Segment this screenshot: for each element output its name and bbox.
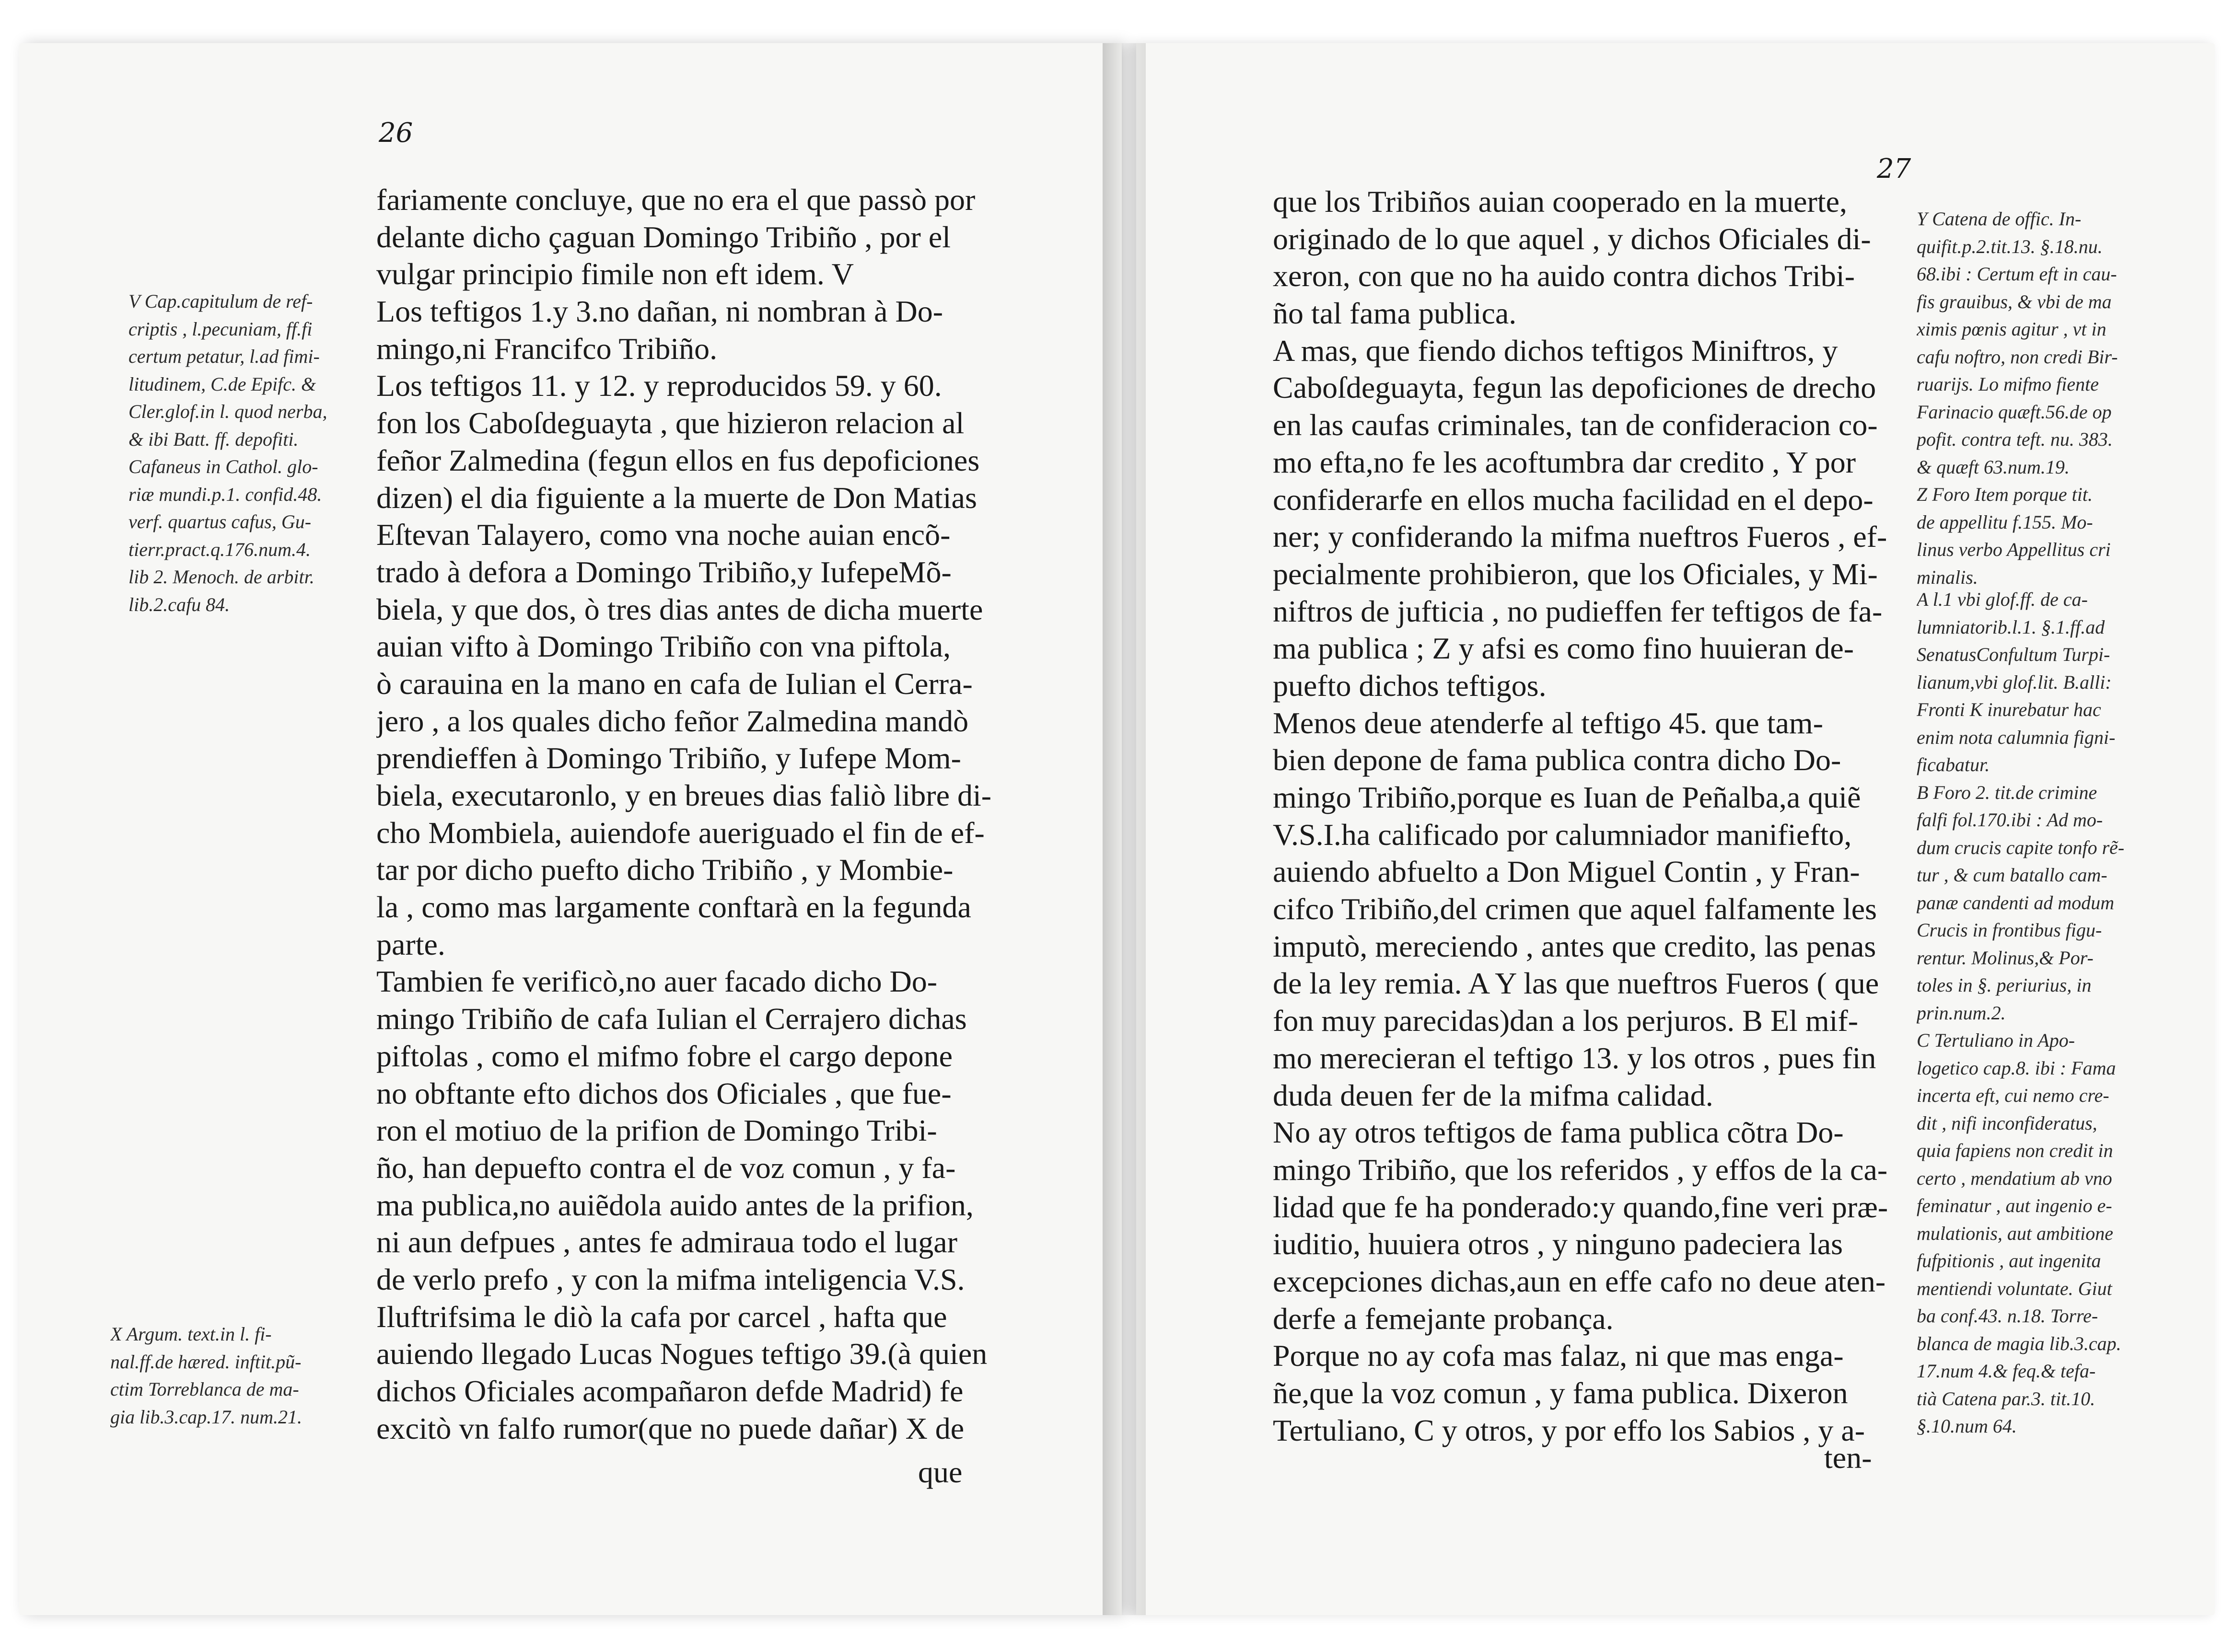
margin-note-line: mentiendi voluntate. Giut xyxy=(1917,1277,2112,1299)
text-line: V.S.I.ha calificado por calumniador manifiefto, xyxy=(1273,817,1852,852)
text-line: ron el motiuo de la prifion de Domingo Tribi- xyxy=(376,1113,937,1148)
text-line: auian vifto à Domingo Tribiño con vna piftola, xyxy=(376,629,951,664)
text-line: ni aun defpues , antes fe admiraua todo el lugar xyxy=(376,1225,957,1259)
text-line: vulgar principio fimile non eft idem. V xyxy=(376,257,854,291)
left-body-text xyxy=(376,181,1014,1447)
text-line: ò carauina en la mano en cafa de Iulian el Cerra- xyxy=(376,666,973,701)
text-line: duda deuen fer de la mifma calidad. xyxy=(1273,1078,1713,1112)
margin-note-line: Fronti K inurebatur hac xyxy=(1917,699,2101,720)
margin-note-line: certo , mendatium ab vno xyxy=(1917,1167,2112,1189)
margin-note-line: de appellitu f.155. Mo- xyxy=(1917,511,2093,533)
text-line: auiendo llegado Lucas Nogues teftigo 39.(à quien xyxy=(376,1337,988,1371)
margin-note-line: tur , & cum batallo cam- xyxy=(1917,864,2107,886)
margin-note-line: Cler.glof.in l. quod nerba, xyxy=(128,401,327,422)
margin-note-line: dum crucis capite tonfo rẽ- xyxy=(1917,836,2125,858)
text-line: mo efta,no fe les acoftumbra dar credito , Y por xyxy=(1273,445,1856,479)
text-line: mo merecieran el teftigo 13. y los otros , pues fin xyxy=(1273,1040,1876,1075)
margin-note-line: minalis. xyxy=(1917,566,1978,588)
text-line: excepciones dichas,aun en effe cafo no deue aten- xyxy=(1273,1264,1886,1298)
text-line: trado à defora a Domingo Tribiño,y IufepeMõ- xyxy=(376,555,952,589)
text-line: Caboſdeguayta, fegun las depoficiones de drecho xyxy=(1273,370,1876,405)
margin-note-line: ba conf.43. n.18. Torre- xyxy=(1917,1305,2098,1327)
margin-note-line: §.10.num 64. xyxy=(1917,1415,2017,1437)
margin-note-line: cafu noftro, non credi Bir- xyxy=(1917,346,2118,368)
text-line: dizen) el dia figuiente a la muerte de Don Matias xyxy=(376,480,977,515)
margin-note-line: Crucis in frontibus figu- xyxy=(1917,919,2102,941)
margin-note-line: quia fapiens non credit in xyxy=(1917,1140,2113,1161)
text-line: no obftante efto dichos dos Oficiales , que fue- xyxy=(376,1076,952,1110)
margin-note-line: & quæft 63.num.19. xyxy=(1917,456,2070,478)
text-line: bien depone de fama publica contra dicho Do- xyxy=(1273,743,1841,777)
margin-note-line: incerta eft, cui nemo cre- xyxy=(1917,1085,2109,1106)
margin-note-line: ruarijs. Lo mifmo fiente xyxy=(1917,373,2099,395)
text-line: iuditio, huuiera otros , y ninguno padeciera las xyxy=(1273,1227,1843,1261)
margin-note-line: ximis pœnis agitur , vt in xyxy=(1917,318,2106,340)
right-catchword: ten- xyxy=(1824,1441,1872,1475)
margin-note-line: linus verbo Appellitus cri xyxy=(1917,539,2111,560)
margin-note-line: lumniatorib.l.1. §.1.ff.ad xyxy=(1917,616,2105,638)
text-line: fariamente concluye, que no era el que passò por xyxy=(376,183,976,217)
text-line: jero , a los quales dicho feñor Zalmedina mandò xyxy=(376,704,969,738)
margin-note-line: blanca de magia lib.3.cap. xyxy=(1917,1332,2121,1354)
margin-note-line: lib 2. Menoch. de arbitr. xyxy=(128,566,314,588)
margin-note-line: riæ mundi.p.1. confid.48. xyxy=(128,483,322,505)
text-line: biela, executaronlo, y en breues dias faliò libre di- xyxy=(376,778,992,812)
margin-note-line: lianum,vbi glof.lit. B.alli: xyxy=(1917,671,2112,693)
text-line: prendieffen à Domingo Tribiño, y Iufepe Mom- xyxy=(376,741,961,775)
text-line: Eſtevan Talayero, como vna noche auian encõ- xyxy=(376,518,951,552)
margin-note-line: enim nota calumnia figni- xyxy=(1917,726,2116,748)
text-line: Tertuliano, C y otros, y por effo los Sabios , y a- xyxy=(1273,1413,1865,1447)
margin-note-line: nal.ff.de hæred. inftit.pũ- xyxy=(110,1351,302,1373)
margin-note-line: SenatusConfultum Turpi- xyxy=(1917,644,2110,665)
margin-note-line: fis grauibus, & vbi de ma xyxy=(1917,290,2112,312)
margin-note-line: criptis , l.pecuniam, ff.fi xyxy=(128,318,313,340)
left-margin-note-v xyxy=(128,288,327,618)
margin-note-line: Z Foro Item porque tit. xyxy=(1917,484,2093,505)
margin-note-line: X Argum. text.in l. fi- xyxy=(110,1323,272,1345)
margin-note-line: gia lib.3.cap.17. num.21. xyxy=(110,1406,302,1428)
text-line: biela, y que dos, ò tres dias antes de dicha muerte xyxy=(376,592,983,626)
text-line: mingo Tribiño, que los referidos , y effos de la ca- xyxy=(1273,1152,1888,1187)
margin-note-line: 68.ibi : Certum eft in cau- xyxy=(1917,263,2117,285)
text-line: ma publica ; Z y afsi es como fino huuieran de- xyxy=(1273,631,1854,666)
margin-note-line: lib.2.cafu 84. xyxy=(128,593,230,615)
text-line: Menos deue atenderfe al teftigo 45. que tam- xyxy=(1273,705,1823,740)
margin-note-line: toles in §. periurius, in xyxy=(1917,974,2092,996)
text-line: ner; y confiderando la mifma nueftros Fueros , ef- xyxy=(1273,520,1887,554)
margin-note-line: falfi fol.170.ibi : Ad mo- xyxy=(1917,809,2103,831)
text-line: auiendo abfuelto a Don Miguel Contin , y Fran- xyxy=(1273,855,1860,889)
margin-note-line: tià Catena par.3. tit.10. xyxy=(1917,1387,2095,1409)
text-line: Iluftrifsima le diò la cafa por carcel , hafta que xyxy=(376,1299,947,1334)
margin-note-line: dit , nifi inconfideratus, xyxy=(1917,1112,2097,1134)
text-line: ño tal fama publica. xyxy=(1273,296,1517,331)
text-line: derfe a femejante probança. xyxy=(1273,1301,1614,1336)
text-line: lidad que fe ha ponderado:y quando,fine veri præ- xyxy=(1273,1190,1888,1224)
margin-note-line: panæ candenti ad modum xyxy=(1917,891,2115,913)
text-line: piftolas , como el mifmo fobre el cargo depone xyxy=(376,1039,953,1073)
text-line: mingo Tribiño,porque es Iuan de Peñalba,a quiẽ xyxy=(1273,780,1861,814)
margin-note-line: quifit.p.2.tit.13. §.18.nu. xyxy=(1917,235,2103,257)
text-line: confiderarfe en ellos mucha facilidad en el depo- xyxy=(1273,482,1873,517)
text-line: Tambien fe verificò,no auer facado dicho Do- xyxy=(376,964,938,999)
right-page-number: 27 xyxy=(1877,153,1911,185)
text-line: tar por dicho puefto dicho Tribiño , y Mombie- xyxy=(376,853,954,887)
text-line: excitò vn falfo rumor(que no puede dañar) X de xyxy=(376,1411,965,1445)
margin-note-line: logetico cap.8. ibi : Fama xyxy=(1917,1057,2116,1079)
text-line: imputò, mereciendo , antes que credito, las penas xyxy=(1273,929,1876,963)
margin-note-line: ctim Torreblanca de ma- xyxy=(110,1378,299,1400)
margin-note-line: feminatur , aut ingenio e- xyxy=(1917,1195,2112,1216)
margin-note-line: fufpitionis , aut ingenita xyxy=(1917,1250,2101,1271)
left-margin-note-x xyxy=(110,1320,302,1431)
text-line: parte. xyxy=(376,927,445,961)
text-line: de la ley remia. A Y las que nueftros Fueros ( que xyxy=(1273,966,1879,1001)
text-line: que los Tribiños auian cooperado en la muerte, xyxy=(1273,185,1847,219)
text-line: Porque no ay cofa mas falaz, ni que mas enga- xyxy=(1273,1339,1844,1373)
text-line: puefto dichos teftigos. xyxy=(1273,668,1547,703)
right-body-text xyxy=(1273,183,1896,1449)
text-line: originado de lo que aquel , y dichos Oficiales di- xyxy=(1273,221,1871,256)
margin-note-line: Farinacio quæft.56.de op xyxy=(1917,401,2112,423)
text-line: Los teftigos 1.y 3.no dañan, ni nombran à Do- xyxy=(376,294,943,329)
margin-note-line: C Tertuliano in Apo- xyxy=(1917,1029,2075,1051)
left-page-number: 26 xyxy=(379,117,413,149)
margin-note-line: litudinem, C.de Epifc. & xyxy=(128,373,316,395)
text-line: ño, han depuefto contra el de voz comun , y fa- xyxy=(376,1150,956,1185)
text-line: No ay otros teftigos de fama publica cõtra Do- xyxy=(1273,1115,1844,1150)
margin-note-line: mulationis, aut ambitione xyxy=(1917,1222,2113,1244)
text-line: la , como mas largamente conftarà en la fegunda xyxy=(376,890,971,924)
book-gutter xyxy=(1103,43,1146,1615)
text-line: xeron, con que no ha auido contra dichos Tribi- xyxy=(1273,259,1855,293)
text-line: feñor Zalmedina (fegun ellos en fus depoficiones xyxy=(376,443,980,477)
text-line: pecialmente prohibieron, que los Oficiales, y Mi- xyxy=(1273,556,1878,591)
margin-note-line: pofit. contra teft. nu. 383. xyxy=(1917,428,2113,450)
text-line: mingo,ni Francifco Tribiño. xyxy=(376,331,718,366)
margin-note-line: tierr.pract.q.176.num.4. xyxy=(128,538,311,560)
text-line: fon los Caboſdeguayta , que hizieron relacion al xyxy=(376,406,965,440)
text-line: cifco Tribiño,del crimen que aquel falfamente les xyxy=(1273,892,1877,926)
text-line: niftros de jufticia , no pudieffen fer teftigos de fa- xyxy=(1273,594,1883,628)
margin-note-line: Cafaneus in Cathol. glo- xyxy=(128,456,318,477)
right-margin-notes-top xyxy=(1917,205,2118,591)
margin-note-line: rentur. Molinus,& Por- xyxy=(1917,947,2094,969)
text-line: fon muy parecidas)dan a los perjuros. B El mif- xyxy=(1273,1004,1858,1038)
text-line: Los teftigos 11. y 12. y reproducidos 59. y 60. xyxy=(376,369,942,403)
left-catchword: que xyxy=(918,1455,963,1489)
margin-note-line: B Foro 2. tit.de crimine xyxy=(1917,781,2097,803)
text-line: ñe,que la voz comun , y fama publica. Dixeron xyxy=(1273,1376,1848,1410)
text-line: en las caufas criminales, tan de confideracion co- xyxy=(1273,408,1878,442)
text-line: delante dicho çaguan Domingo Tribiño , por el xyxy=(376,219,951,254)
margin-note-line: ficabatur. xyxy=(1917,754,1990,775)
text-line: A mas, que fiendo dichos teftigos Miniftros, y xyxy=(1273,333,1838,368)
margin-note-line: 17.num 4.& feq.& tefa- xyxy=(1917,1360,2096,1382)
text-line: de verlo prefo , y con la mifma inteligencia V.S. xyxy=(376,1262,965,1296)
text-line: ma publica,no auiẽdola auido antes de la prifion, xyxy=(376,1188,974,1222)
text-line: cho Mombiela, auiendofe aueriguado el fin de ef- xyxy=(376,815,985,850)
margin-note-line: V Cap.capitulum de ref- xyxy=(128,290,313,312)
text-line: mingo Tribiño de cafa Iulian el Cerrajero dichas xyxy=(376,1002,967,1036)
text-line: dichos Oficiales acompañaron defde Madrid) fe xyxy=(376,1374,964,1408)
right-margin-notes-bottom xyxy=(1917,586,2124,1440)
margin-note-line: Y Catena de offic. In- xyxy=(1917,208,2082,230)
margin-note-line: A l.1 vbi glof.ff. de ca- xyxy=(1917,589,2088,610)
margin-note-line: prin.num.2. xyxy=(1917,1002,2006,1024)
margin-note-line: & ibi Batt. ff. depofiti. xyxy=(128,428,299,450)
margin-note-line: certum petatur, l.ad fimi- xyxy=(128,346,320,367)
margin-note-line: verf. quartus cafus, Gu- xyxy=(128,511,312,532)
